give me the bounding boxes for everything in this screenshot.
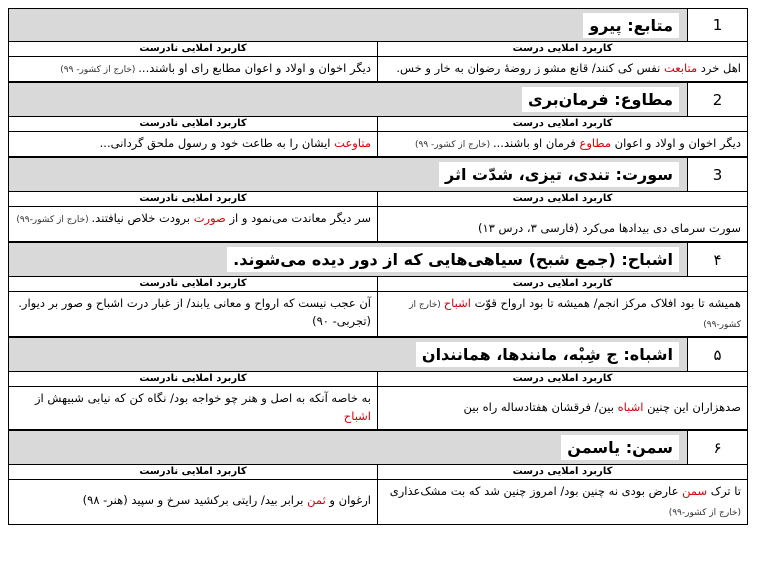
source-note: (خارج از کشور- ۹۹): [60, 65, 139, 75]
highlighted-word: اشباح: [443, 296, 471, 310]
text-part: صدهزاران این چنین: [643, 400, 741, 414]
entry-header: [9, 9, 747, 42]
entry-word: سمن: یاسمن: [561, 435, 679, 460]
text-part: دیگر اخوان و اولاد و اعوان: [610, 136, 741, 150]
source-note: (خارج از کشور- ۹۹): [414, 140, 493, 150]
entry-word: سورت: تندی، تیزی، شدّت اثر: [439, 162, 679, 187]
incorrect-usage-cell: [9, 465, 378, 524]
entry-header: [9, 338, 747, 372]
text-part: برودت خلاص نیافتند.: [91, 211, 194, 225]
correct-header: کاربرد املایی درست: [378, 465, 747, 480]
entry-word-bar: [9, 243, 688, 276]
incorrect-header: کاربرد املایی نادرست: [9, 42, 377, 57]
incorrect-header: کاربرد املایی نادرست: [9, 465, 377, 480]
vocab-table: [8, 8, 748, 525]
incorrect-usage-cell: [9, 277, 378, 336]
highlighted-word: ثمن: [307, 493, 326, 507]
entry-header: [9, 83, 747, 117]
highlighted-word: مطاوع: [579, 136, 611, 150]
incorrect-text: [9, 132, 377, 156]
entry: [8, 157, 748, 242]
usage-row: [9, 192, 747, 242]
incorrect-text: [9, 57, 377, 81]
correct-header: کاربرد املایی درست: [378, 372, 747, 387]
entry-number: ۵: [713, 345, 722, 364]
text-part: به خاصه آنکه به اصل و هنر چو خواجه بود/ نگاه کن که نیابی شبیهش از: [34, 391, 371, 405]
usage-row: [9, 372, 747, 430]
correct-usage-cell: [378, 465, 747, 524]
text-part: تا ترک: [707, 484, 741, 498]
highlighted-word: اشباه: [617, 400, 644, 414]
highlighted-word: اشباح: [343, 409, 371, 423]
incorrect-text: [9, 387, 377, 429]
text-part: نفس کی کنند/ قانع مشو ز روضهٔ رضوان به خار و خس.: [396, 61, 664, 75]
entry-word-bar: [9, 9, 688, 41]
correct-usage-cell: [378, 277, 747, 336]
correct-header: کاربرد املایی درست: [378, 42, 747, 57]
text-part: آن عجب نیست که ارواح و معانی یابند/ از غبار درت اشباح و صور بر دیوار. (تجربی- ۹۰): [18, 296, 371, 328]
text-part: ایشان را به طاعت خود و رسول ملحق گردانی...: [99, 136, 335, 150]
correct-usage-cell: [378, 117, 747, 156]
correct-text: [378, 292, 747, 336]
correct-header: کاربرد املایی درست: [378, 117, 747, 132]
incorrect-usage-cell: [9, 42, 378, 81]
entry-word-bar: [9, 83, 688, 116]
entry: [8, 8, 748, 82]
entry: [8, 82, 748, 157]
entry-word: اشباه: ج شِبْه، مانندها، همانندان: [416, 342, 679, 367]
correct-text: [378, 480, 747, 524]
correct-text: [378, 57, 747, 81]
entry: [8, 242, 748, 337]
incorrect-usage-cell: [9, 372, 378, 429]
entry-number: 2: [712, 90, 723, 109]
highlighted-word: متاوعت: [334, 136, 371, 150]
source-note: (خارج از کشور-۹۹): [409, 300, 741, 330]
incorrect-header: کاربرد املایی نادرست: [9, 277, 377, 292]
text-part: عارض بودی نه چنین بود/ امروز چنین شد که بت مشک‌عذاری: [389, 484, 683, 498]
entry-number: 3: [712, 165, 723, 184]
correct-header: کاربرد املایی درست: [378, 192, 747, 207]
usage-row: [9, 465, 747, 525]
correct-text: [378, 387, 747, 420]
usage-row: [9, 117, 747, 157]
entry-word-bar: [9, 158, 688, 191]
entry-number: 1: [712, 16, 723, 34]
usage-row: [9, 277, 747, 337]
source-note: (خارج از کشور-۹۹): [668, 508, 741, 518]
incorrect-header: کاربرد املایی نادرست: [9, 117, 377, 132]
incorrect-header: کاربرد املایی نادرست: [9, 372, 377, 387]
entry-word-bar: [9, 338, 688, 371]
correct-text: [378, 132, 747, 156]
highlighted-word: متابعت: [663, 61, 698, 75]
text-part: برابر بید/ رایتی برکشید سرخ و سپید (هنر- ۹۸): [82, 493, 308, 507]
text-part: بین/ فرقشان هفتادساله راه بین: [463, 400, 618, 414]
incorrect-text: [9, 207, 377, 231]
entry-number: ۶: [713, 438, 722, 457]
incorrect-usage-cell: [9, 192, 378, 241]
incorrect-usage-cell: [9, 117, 378, 156]
incorrect-header: کاربرد املایی نادرست: [9, 192, 377, 207]
incorrect-text: [9, 292, 377, 334]
entry-word-bar: [9, 431, 688, 464]
correct-usage-cell: [378, 372, 747, 429]
entry-word: مطاوع: فرمان‌بری: [522, 87, 679, 112]
incorrect-text: [9, 480, 377, 513]
highlighted-word: سمن: [682, 484, 708, 498]
correct-usage-cell: [378, 42, 747, 81]
text-part: دیگر اخوان و اولاد و اعوان مطابع رای او باشند...: [138, 61, 371, 75]
entry: [8, 430, 748, 525]
correct-text: [378, 207, 747, 241]
text-part: سر دیگر معاندت می‌نمود و از: [225, 211, 371, 225]
usage-row: [9, 42, 747, 82]
entry-header: [9, 158, 747, 192]
text-part: همیشه تا بود افلاک مرکز انجم/ همیشه تا بود ارواح قوّت: [470, 296, 741, 310]
correct-header: کاربرد املایی درست: [378, 277, 747, 292]
source-note: (خارج از کشور-۹۹): [16, 215, 92, 225]
entry-word: متابع: پیرو: [583, 13, 679, 38]
entry-number: ۴: [713, 250, 722, 269]
entry: [8, 337, 748, 430]
text-part: سورت سرمای دی بیدادها می‌کرد (فارسی ۳، درس ۱۳): [478, 221, 741, 235]
highlighted-word: صورت: [193, 211, 226, 225]
entry-header: [9, 431, 747, 465]
correct-usage-cell: [378, 192, 747, 241]
text-part: ارغوان و: [325, 493, 371, 507]
entry-word: اشباح: (جمع شبح) سیاهی‌هایی که از دور دیده می‌شوند.: [227, 247, 679, 272]
entry-header: [9, 243, 747, 277]
text-part: فرمان او باشند...: [492, 136, 580, 150]
text-part: اهل خرد: [697, 61, 741, 75]
